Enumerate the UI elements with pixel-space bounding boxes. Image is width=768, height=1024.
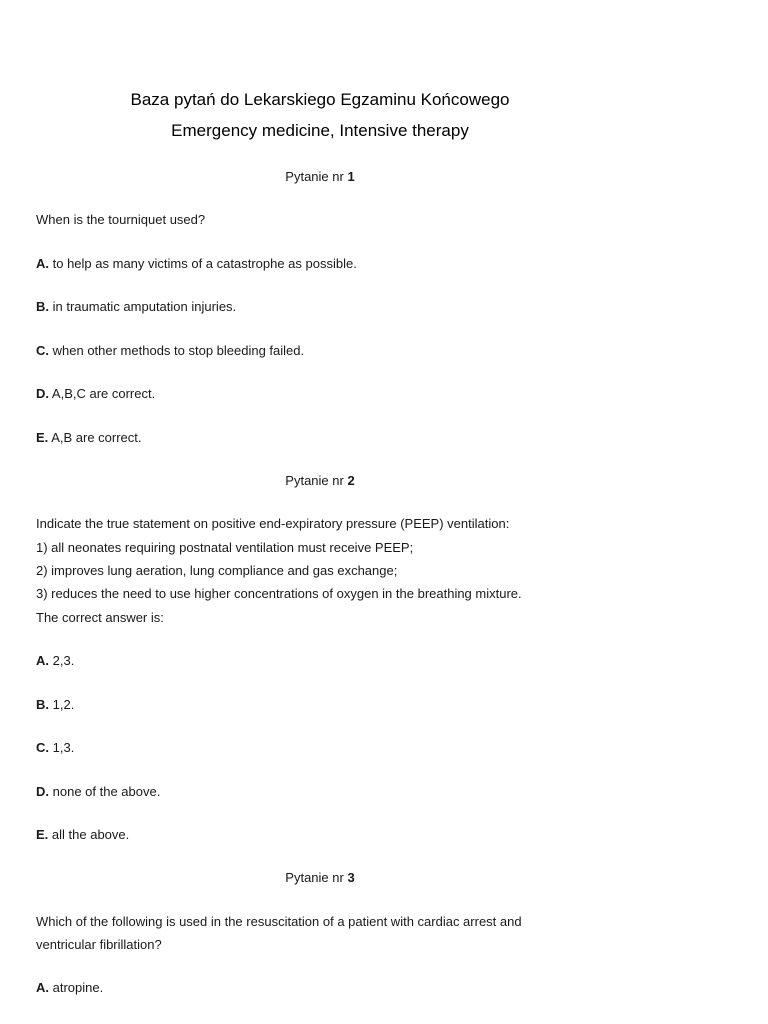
option-text: none of the above. <box>52 784 161 799</box>
question-text: 2) improves lung aeration, lung compliance and gas exchange; <box>36 563 398 578</box>
option-text: A,B,C are correct. <box>51 386 156 401</box>
question-number: 2 <box>347 473 355 488</box>
question-heading <box>0 169 640 184</box>
answer-option <box>36 980 103 995</box>
option-letter: E. <box>36 827 49 842</box>
question-label: Pytanie nr <box>285 870 344 885</box>
option-letter: C. <box>36 740 49 755</box>
answer-option <box>36 256 357 271</box>
answer-option <box>36 430 142 445</box>
option-letter: D. <box>36 784 49 799</box>
option-text: 1,2. <box>52 697 75 712</box>
question-number: 3 <box>347 870 355 885</box>
answer-option <box>36 653 74 668</box>
question-heading <box>0 870 640 885</box>
option-text: A,B are correct. <box>51 430 142 445</box>
question-text: The correct answer is: <box>36 610 164 625</box>
option-text: in traumatic amputation injuries. <box>52 299 237 314</box>
question-text: Indicate the true statement on positive end-expiratory pressure (PEEP) ventilation: <box>36 516 510 531</box>
answer-option <box>36 386 155 401</box>
answer-option <box>36 784 160 799</box>
option-letter: D. <box>36 386 49 401</box>
question-label: Pytanie nr <box>285 169 344 184</box>
option-letter: E. <box>36 430 49 445</box>
option-letter: B. <box>36 299 49 314</box>
option-letter: B. <box>36 697 49 712</box>
question-text: 1) all neonates requiring postnatal ventilation must receive PEEP; <box>36 540 414 555</box>
answer-option <box>36 697 74 712</box>
option-text: all the above. <box>51 827 130 842</box>
question-text: 3) reduces the need to use higher concentrations of oxygen in the breathing mixture. <box>36 586 522 601</box>
answer-option <box>36 827 129 842</box>
option-letter: A. <box>36 980 49 995</box>
question-text: Which of the following is used in the resuscitation of a patient with cardiac arrest and <box>36 914 522 929</box>
document-title: Baza pytań do Lekarskiego Egzaminu Końcowego <box>130 90 510 109</box>
option-text: 2,3. <box>52 653 75 668</box>
option-text: when other methods to stop bleeding failed. <box>52 343 305 358</box>
option-letter: C. <box>36 343 49 358</box>
answer-option <box>36 343 304 358</box>
question-heading <box>0 473 640 488</box>
answer-option <box>36 299 236 314</box>
answer-option <box>36 740 74 755</box>
option-text: to help as many victims of a catastrophe as possible. <box>52 256 357 271</box>
option-letter: A. <box>36 256 49 271</box>
question-label: Pytanie nr <box>285 473 344 488</box>
option-letter: A. <box>36 653 49 668</box>
question-text: When is the tourniquet used? <box>36 212 206 227</box>
question-text: ventricular fibrillation? <box>36 937 162 952</box>
question-number: 1 <box>347 169 355 184</box>
option-text: 1,3. <box>52 740 75 755</box>
document-subtitle: Emergency medicine, Intensive therapy <box>171 121 469 140</box>
option-text: atropine. <box>52 980 104 995</box>
